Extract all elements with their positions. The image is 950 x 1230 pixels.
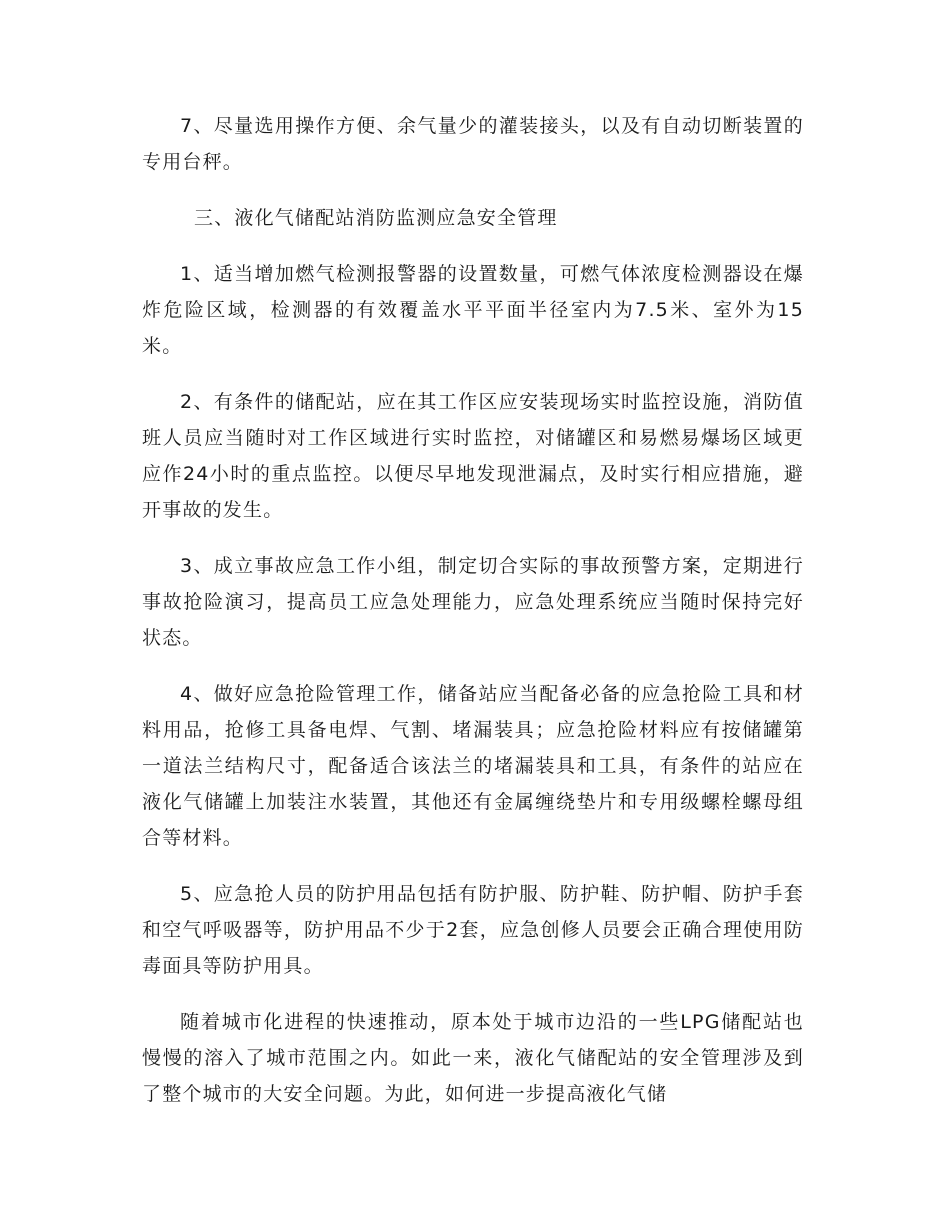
- paragraph-item-7: 7、尽量选用操作方便、余气量少的灌装接头，以及有自动切断装置的专用台秤。: [142, 115, 804, 173]
- paragraph-item-4: 4、做好应急抢险管理工作，储备站应当配备必备的应急抢险工具和材料用品，抢修工具备电焊、气割、堵漏装具；应急抢险材料应有按储罐第一道法兰结构尺寸，配备适合该法兰的堵漏装具和工具，有条件的站应在液化气储罐上加装注水装置，其他还有金属缠绕垫片和专用级螺栓螺母组合等材料。: [142, 683, 804, 849]
- document-body: [142, 108, 804, 1132]
- paragraph-item-2: 2、有条件的储配站，应在其工作区应安装现场实时监控设施，消防值班人员应当随时对工作区域进行实时监控，对储罐区和易燃易爆场区域更应作24小时的重点监控。以便尽早地发现泄漏点，及时实行相应措施，避开事故的发生。: [142, 391, 804, 521]
- section-heading: 三、液化气储配站消防监测应急安全管理: [194, 207, 558, 229]
- paragraph-item-1: 1、适当增加燃气检测报警器的设置数量，可燃气体浓度检测器设在爆炸危险区域，检测器的有效覆盖水平平面半径室内为7.5米、室外为15米。: [142, 263, 804, 357]
- paragraph-item-5: 5、应急抢人员的防护用品包括有防护服、防护鞋、防护帽、防护手套和空气呼吸器等，防护用品不少于2套，应急创修人员要会正确合理使用防毒面具等防护用具。: [142, 883, 804, 977]
- paragraph-item-3: 3、成立事故应急工作小组，制定切合实际的事故预警方案，定期进行事故抢险演习，提高员工应急处理能力，应急处理系统应当随时保持完好状态。: [142, 555, 804, 649]
- paragraph-closing: 随着城市化进程的快速推动，原本处于城市边沿的一些LPG储配站也慢慢的溶入了城市范围之内。如此一来，液化气储配站的安全管理涉及到了整个城市的大安全问题。为此，如何进一步提高液化气储: [142, 1011, 804, 1105]
